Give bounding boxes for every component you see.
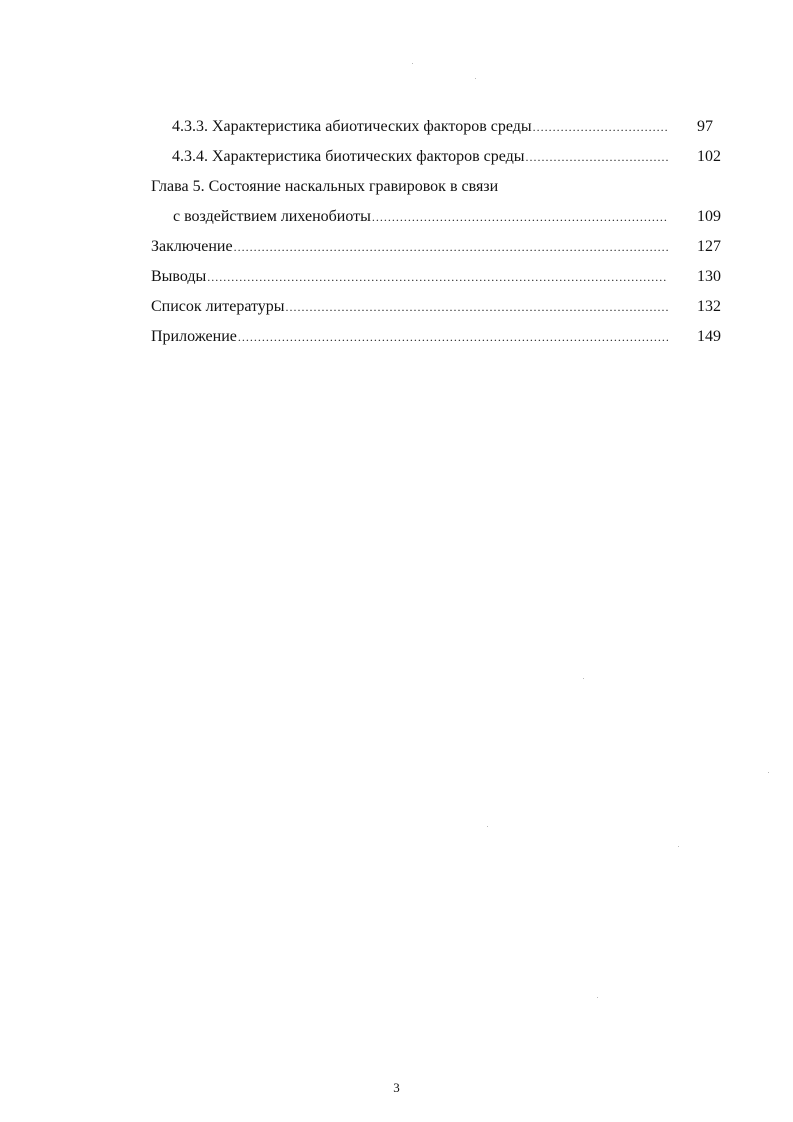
scan-speck [475, 78, 476, 79]
toc-entry-line [172, 112, 668, 142]
dot-leader [286, 292, 668, 322]
toc-entry-label: Заключение [151, 232, 234, 262]
toc-entry-line [151, 322, 668, 352]
toc-entry-label: Приложение [151, 322, 238, 352]
toc-entry [151, 292, 723, 322]
toc-entry-label: Выводы [151, 262, 207, 292]
dot-leader [372, 202, 668, 232]
toc-entry-page: 97 [697, 118, 713, 135]
scan-speck [678, 846, 679, 847]
scan-speck [487, 826, 488, 827]
toc-entry-page: 149 [697, 328, 721, 345]
toc-entry-page: 102 [697, 148, 721, 165]
toc-entry [151, 112, 723, 142]
toc-entry [151, 262, 723, 292]
toc-entry-label: с воздействием лихенобиоты [173, 202, 372, 232]
toc-entry-line [172, 142, 668, 172]
toc-entry-page: 127 [697, 238, 721, 255]
toc-entry-page: 109 [697, 208, 721, 225]
dot-leader [526, 142, 668, 172]
toc-entry-page: 132 [697, 298, 721, 315]
dot-leader [533, 112, 668, 142]
toc-entry [151, 142, 723, 172]
dot-leader [207, 262, 668, 292]
toc-entry-line [151, 292, 668, 322]
toc-entry [151, 202, 723, 232]
toc-chapter-heading [151, 172, 723, 202]
scan-speck [768, 772, 769, 773]
toc-entry-line [173, 202, 668, 232]
toc-entry-label: 4.3.3. Характеристика абиотических факторов среды [172, 112, 533, 142]
toc-entry-line [151, 262, 668, 292]
dot-leader [234, 232, 668, 262]
scan-speck [597, 997, 598, 998]
toc-entry-line [151, 232, 668, 262]
toc-entry-label: Список литературы [151, 292, 286, 322]
toc-entry-page: 130 [697, 268, 721, 285]
scan-speck [583, 678, 584, 679]
table-of-contents [151, 112, 723, 352]
scan-speck [412, 63, 413, 64]
toc-entry-label: 4.3.4. Характеристика биотических факторов среды [172, 142, 526, 172]
page-number: 3 [393, 1080, 400, 1095]
toc-entry-label: Глава 5. Состояние наскальных гравировок в связи [151, 178, 499, 195]
toc-entry [151, 322, 723, 352]
toc-entry [151, 232, 723, 262]
dot-leader [238, 322, 668, 352]
